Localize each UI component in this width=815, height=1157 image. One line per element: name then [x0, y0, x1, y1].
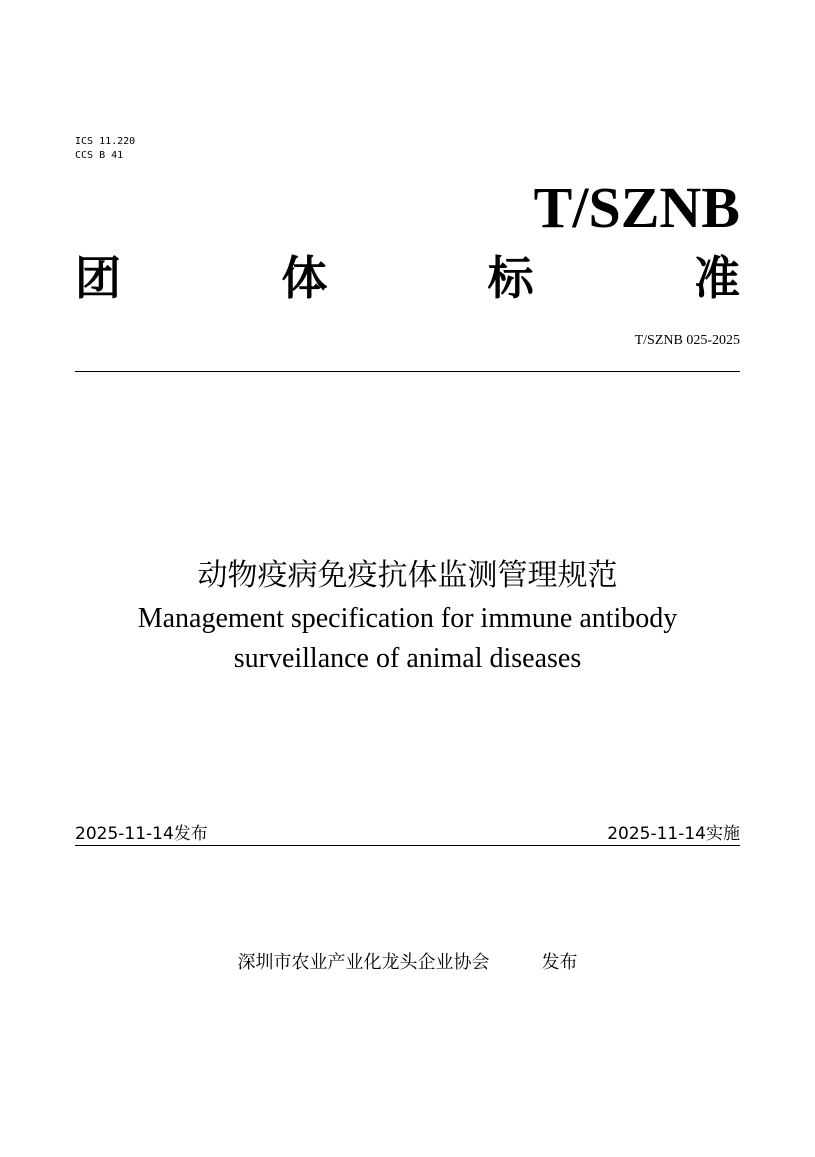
ccs-code: CCS B 41: [75, 150, 124, 161]
category-char-3: 标: [487, 251, 534, 305]
standard-prefix: T/SZNB: [533, 175, 740, 240]
category-char-1: 团: [75, 251, 121, 305]
title-block: [75, 553, 740, 679]
title-english-line-1: Management specification for immune antibody: [137, 603, 678, 634]
dates-row: [75, 821, 740, 846]
ics-code: ICS 11.220: [75, 136, 136, 147]
category-char-2: 体: [281, 251, 328, 305]
standard-category: [75, 248, 740, 308]
publisher-organization: 深圳市农业产业化龙头企业协会: [237, 952, 490, 973]
title-english-line-2: surveillance of animal diseases: [233, 643, 582, 674]
publisher-line: [0, 950, 815, 976]
publisher-action: 发布: [541, 952, 578, 973]
category-char-4: 准: [693, 251, 740, 305]
title-chinese: 动物疫病免疫抗体监测管理规范: [197, 558, 618, 593]
standard-number: T/SZNB 025-2025: [634, 333, 740, 348]
issue-date: 2025-11-14发布: [75, 824, 208, 844]
classification-codes: [75, 135, 135, 163]
implementation-date: 2025-11-14实施: [607, 824, 740, 844]
header-divider: [75, 371, 740, 372]
